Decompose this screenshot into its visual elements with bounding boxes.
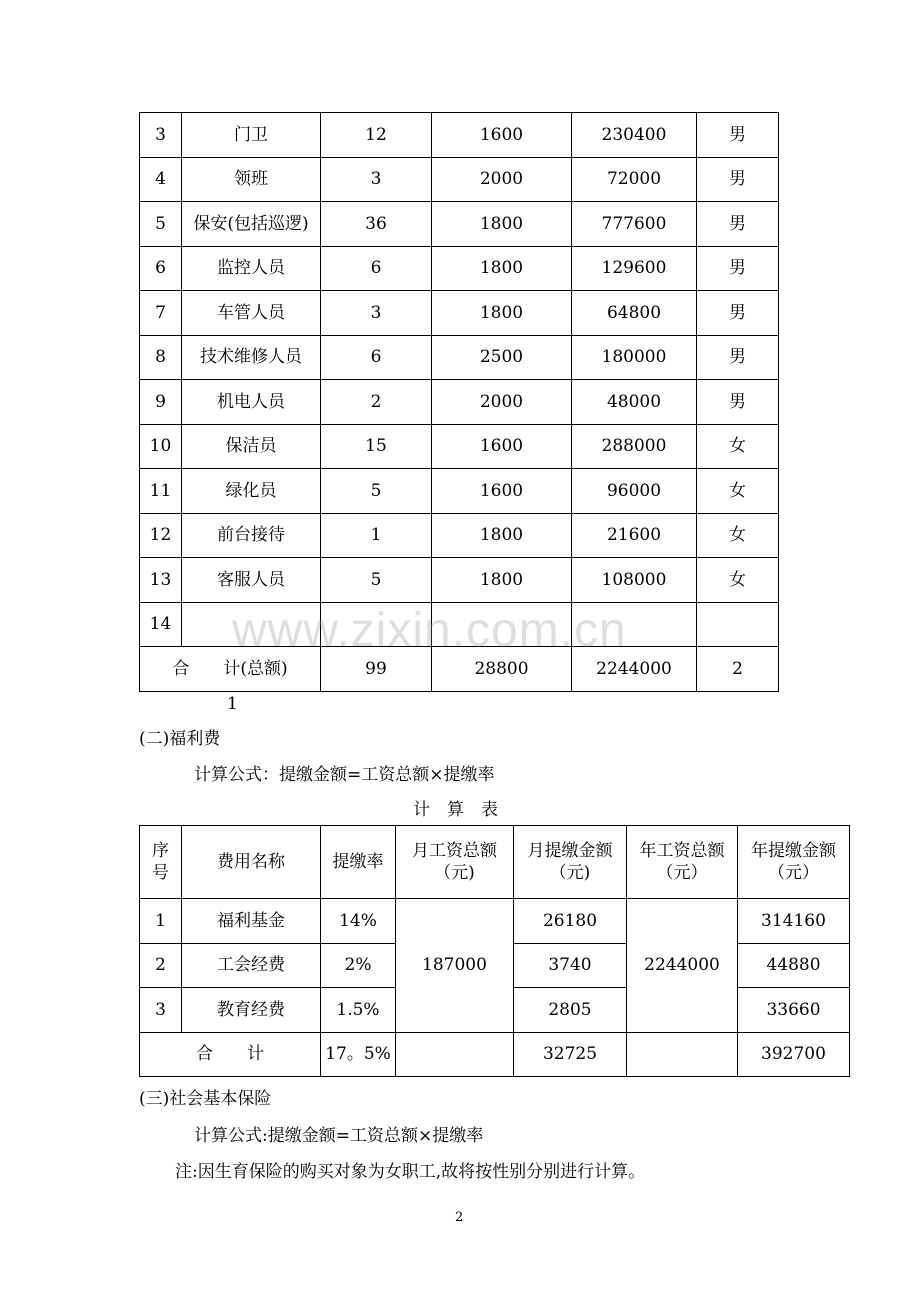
annual-salary: 180000 xyxy=(572,335,697,380)
row-no: 1 xyxy=(140,899,182,944)
monthly-salary: 1800 xyxy=(432,202,572,247)
row-no: 4 xyxy=(140,157,182,202)
header-annual-contrib: 年提缴金额（元） xyxy=(738,826,850,899)
total-salary: 28800 xyxy=(432,647,572,692)
table-row xyxy=(140,558,779,603)
row-no: 3 xyxy=(140,113,182,158)
annual-salary: 129600 xyxy=(572,246,697,291)
headcount: 3 xyxy=(321,291,432,336)
table-row xyxy=(140,380,779,425)
gender: 男 xyxy=(697,113,779,158)
annual-contrib: 44880 xyxy=(738,943,850,988)
header-rate: 提缴率 xyxy=(321,826,396,899)
total-label: 合 计 xyxy=(140,1032,321,1077)
row-no: 8 xyxy=(140,335,182,380)
gender: 男 xyxy=(697,246,779,291)
position-name: 技术维修人员 xyxy=(182,335,321,380)
monthly-salary: 2000 xyxy=(432,157,572,202)
row-no: 12 xyxy=(140,513,182,558)
annual-salary: 108000 xyxy=(572,558,697,603)
position-name: 保安(包括巡逻) xyxy=(182,202,321,247)
headcount: 12 xyxy=(321,113,432,158)
position-name: 监控人员 xyxy=(182,246,321,291)
table-row xyxy=(140,899,850,944)
welfare-calc-table xyxy=(139,825,850,1077)
table-row xyxy=(140,291,779,336)
gender: 男 xyxy=(697,291,779,336)
table-row xyxy=(140,246,779,291)
annual-salary: 230400 xyxy=(572,113,697,158)
table-row xyxy=(140,513,779,558)
rate: 14% xyxy=(321,899,396,944)
row-no: 2 xyxy=(140,943,182,988)
monthly-salary: 1600 xyxy=(432,113,572,158)
annual-salary: 64800 xyxy=(572,291,697,336)
empty-cell xyxy=(627,1032,738,1077)
footnote-number: 1 xyxy=(227,694,238,714)
monthly-wage-total: 187000 xyxy=(396,899,514,1033)
monthly-contrib: 3740 xyxy=(514,943,627,988)
position-name: 领班 xyxy=(182,157,321,202)
rate: 2% xyxy=(321,943,396,988)
header-no: 序号 xyxy=(140,826,182,899)
annual-contrib: 314160 xyxy=(738,899,850,944)
row-no: 14 xyxy=(140,602,182,647)
annual-wage-total: 2244000 xyxy=(627,899,738,1033)
total-gender: 2 xyxy=(697,647,779,692)
row-no: 13 xyxy=(140,558,182,603)
table-row xyxy=(140,424,779,469)
total-count: 99 xyxy=(321,647,432,692)
total-monthly-contrib: 32725 xyxy=(514,1032,627,1077)
table-row xyxy=(140,335,779,380)
position-name: 客服人员 xyxy=(182,558,321,603)
total-annual-contrib: 392700 xyxy=(738,1032,850,1077)
annual-salary: 48000 xyxy=(572,380,697,425)
table-row xyxy=(140,469,779,514)
headcount: 2 xyxy=(321,380,432,425)
headcount: 6 xyxy=(321,246,432,291)
gender: 女 xyxy=(697,424,779,469)
section3-note: 注:因生育保险的购买对象为女职工,故将按性别分别进行计算。 xyxy=(175,1162,646,1182)
header-annual-wage: 年工资总额（元） xyxy=(627,826,738,899)
fee-name: 福利基金 xyxy=(182,899,321,944)
row-no: 3 xyxy=(140,988,182,1033)
headcount: 6 xyxy=(321,335,432,380)
page-number: 2 xyxy=(455,1210,464,1225)
gender: 男 xyxy=(697,335,779,380)
annual-salary: 288000 xyxy=(572,424,697,469)
position-name: 绿化员 xyxy=(182,469,321,514)
monthly-salary: 1600 xyxy=(432,469,572,514)
watermark: www.zixin.com.cn xyxy=(232,604,627,657)
gender: 男 xyxy=(697,380,779,425)
gender: 女 xyxy=(697,513,779,558)
table-row xyxy=(140,157,779,202)
monthly-salary: 2500 xyxy=(432,335,572,380)
headcount: 5 xyxy=(321,469,432,514)
annual-salary: 777600 xyxy=(572,202,697,247)
total-annual: 2244000 xyxy=(572,647,697,692)
headcount: 5 xyxy=(321,558,432,603)
monthly-salary: 1800 xyxy=(432,558,572,603)
position-name: 机电人员 xyxy=(182,380,321,425)
section3-heading: (三)社会基本保险 xyxy=(139,1089,272,1109)
headcount: 3 xyxy=(321,157,432,202)
position-name: 保洁员 xyxy=(182,424,321,469)
row-no: 11 xyxy=(140,469,182,514)
monthly-salary: 1800 xyxy=(432,513,572,558)
table-row xyxy=(140,202,779,247)
table-row xyxy=(140,113,779,158)
gender: 女 xyxy=(697,469,779,514)
row-no: 6 xyxy=(140,246,182,291)
annual-salary: 72000 xyxy=(572,157,697,202)
row-no: 9 xyxy=(140,380,182,425)
fee-name: 教育经费 xyxy=(182,988,321,1033)
table-total-row xyxy=(140,1032,850,1077)
row-no: 5 xyxy=(140,202,182,247)
section2-formula: 计算公式：提缴金额=工资总额×提缴率 xyxy=(194,765,495,785)
header-fee-name: 费用名称 xyxy=(182,826,321,899)
monthly-contrib: 2805 xyxy=(514,988,627,1033)
gender: 男 xyxy=(697,157,779,202)
header-monthly-wage: 月工资总额（元) xyxy=(396,826,514,899)
position-name: 前台接待 xyxy=(182,513,321,558)
annual-salary: 21600 xyxy=(572,513,697,558)
gender: 男 xyxy=(697,202,779,247)
monthly-salary: 1800 xyxy=(432,291,572,336)
headcount: 36 xyxy=(321,202,432,247)
calc-table-title: 计 算 表 xyxy=(413,800,498,820)
total-rate: 17。5% xyxy=(321,1032,396,1077)
monthly-contrib: 26180 xyxy=(514,899,627,944)
monthly-salary: 1600 xyxy=(432,424,572,469)
row-no: 10 xyxy=(140,424,182,469)
gender xyxy=(697,602,779,647)
empty-cell xyxy=(396,1032,514,1077)
headcount: 15 xyxy=(321,424,432,469)
total-label: 合 计(总额) xyxy=(140,647,321,692)
headcount: 1 xyxy=(321,513,432,558)
annual-contrib: 33660 xyxy=(738,988,850,1033)
gender: 女 xyxy=(697,558,779,603)
table-header-row xyxy=(140,826,850,899)
header-monthly-contrib: 月提缴金额（元) xyxy=(514,826,627,899)
section3-formula: 计算公式:提缴金额=工资总额×提缴率 xyxy=(194,1126,484,1146)
fee-name: 工会经费 xyxy=(182,943,321,988)
position-name: 门卫 xyxy=(182,113,321,158)
monthly-salary: 2000 xyxy=(432,380,572,425)
row-no: 7 xyxy=(140,291,182,336)
rate: 1.5% xyxy=(321,988,396,1033)
position-name: 车管人员 xyxy=(182,291,321,336)
annual-salary: 96000 xyxy=(572,469,697,514)
section2-heading: (二)福利费 xyxy=(139,729,221,749)
monthly-salary: 1800 xyxy=(432,246,572,291)
